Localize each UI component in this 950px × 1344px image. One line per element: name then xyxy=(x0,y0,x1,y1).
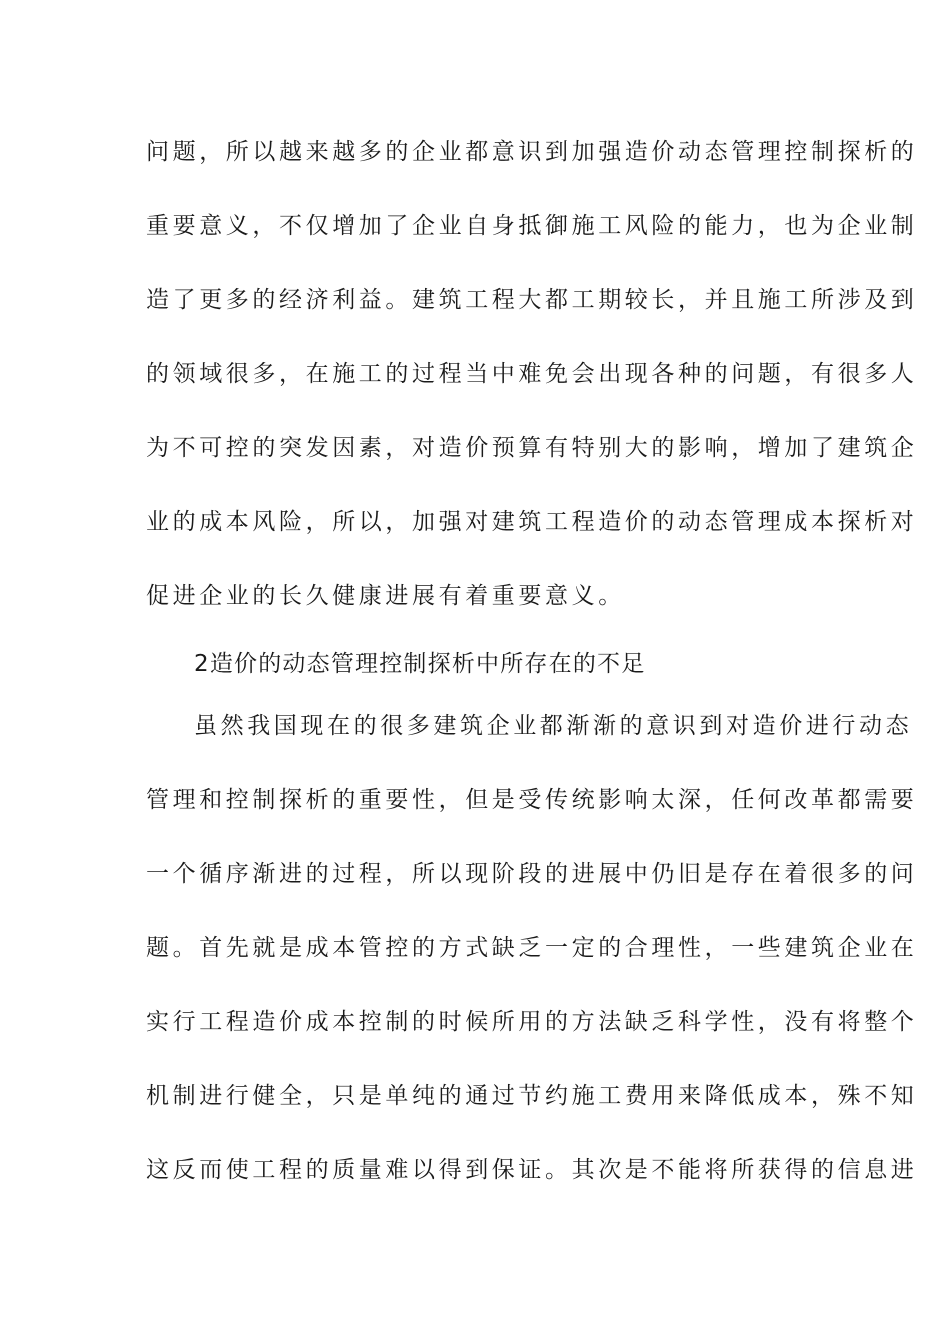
body-text-line: 管理和控制探析的重要性，但是受传统影响太深，任何改革都需要 xyxy=(146,787,918,813)
body-text-line: 为不可控的突发因素，对造价预算有特别大的影响，增加了建筑企 xyxy=(146,435,918,461)
body-text-line: 一个循序渐进的过程，所以现阶段的进展中仍旧是存在着很多的问 xyxy=(146,861,918,887)
body-text-line: 虽然我国现在的很多建筑企业都渐渐的意识到对造价进行动态 xyxy=(194,713,913,739)
body-text-line: 这反而使工程的质量难以得到保证。其次是不能将所获得的信息进 xyxy=(146,1157,918,1183)
body-text-line: 题。首先就是成本管控的方式缺乏一定的合理性，一些建筑企业在 xyxy=(146,935,918,961)
body-text-line: 实行工程造价成本控制的时候所用的方法缺乏科学性，没有将整个 xyxy=(146,1009,918,1035)
body-text-line: 问题，所以越来越多的企业都意识到加强造价动态管理控制探析的 xyxy=(146,139,918,165)
body-text-line: 业的成本风险，所以，加强对建筑工程造价的动态管理成本探析对 xyxy=(146,509,918,535)
body-text-line: 促进企业的长久健康进展有着重要意义。 xyxy=(146,583,625,609)
body-text-line: 造了更多的经济利益。建筑工程大都工期较长，并且施工所涉及到 xyxy=(146,287,918,313)
body-text-line: 的领域很多，在施工的过程当中难免会出现各种的问题，有很多人 xyxy=(146,361,918,387)
body-text-line: 机制进行健全，只是单纯的通过节约施工费用来降低成本，殊不知 xyxy=(146,1083,918,1109)
section-heading: 2造价的动态管理控制探析中所存在的不足 xyxy=(194,651,646,677)
body-text-line: 重要意义，不仅增加了企业自身抵御施工风险的能力，也为企业制 xyxy=(146,213,918,239)
